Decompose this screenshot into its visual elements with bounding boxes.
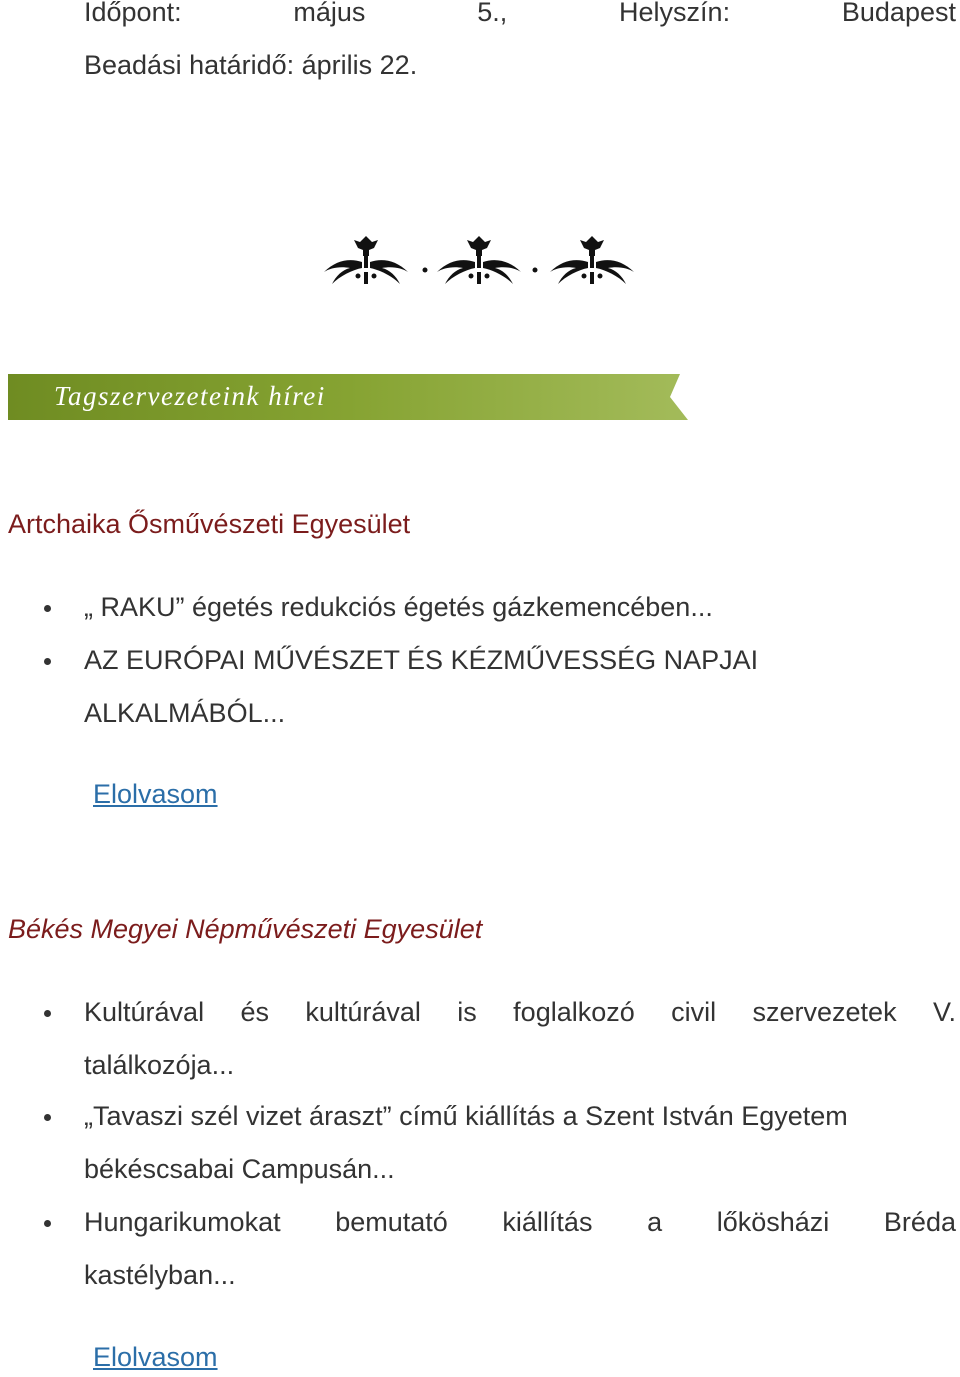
- banner-title: Tagszervezeteink hírei: [54, 381, 326, 411]
- news-item-text: és: [240, 997, 269, 1027]
- event-info-row: [84, 0, 956, 28]
- place-value: Budapest: [841, 0, 956, 27]
- bullet-icon: [44, 1114, 51, 1121]
- org-heading-bekes: Békés Megyei Népművészeti Egyesület: [8, 914, 483, 944]
- news-item-text: kultúrával: [305, 997, 421, 1027]
- place-label: Helyszín:: [619, 0, 731, 27]
- news-item: AZ EURÓPAI MŰVÉSZET ÉS KÉZMŰVESSÉG NAPJAI: [84, 645, 759, 675]
- time-value: május: [293, 0, 366, 27]
- news-item-text: a: [647, 1207, 663, 1237]
- bullet-icon: [44, 605, 51, 612]
- time-label: Időpont:: [84, 0, 182, 27]
- news-item-text: Hungarikumokat: [84, 1207, 281, 1237]
- news-item-continuation: békéscsabai Campusán...: [84, 1154, 395, 1184]
- news-item: „Tavaszi szél vizet áraszt” című kiállítás a Szent István Egyetem: [84, 1101, 848, 1131]
- news-item-text: Kultúrával: [84, 997, 205, 1027]
- org-heading-artchaika: Artchaika Ősművészeti Egyesület: [8, 509, 411, 539]
- news-item: „ RAKU” égetés redukciós égetés gázkemencében...: [84, 592, 713, 622]
- news-item-text: kiállítás: [502, 1207, 593, 1237]
- news-item-text: V.: [932, 997, 956, 1027]
- bullet-icon: [44, 658, 51, 665]
- read-more-link[interactable]: Elolvasom: [93, 779, 218, 809]
- news-item-text: lőkösházi: [716, 1207, 830, 1237]
- bullet-icon: [44, 1010, 51, 1017]
- news-item-continuation: ALKALMÁBÓL...: [84, 698, 286, 728]
- bullet-icon: [44, 1220, 51, 1227]
- news-item: [84, 1206, 956, 1238]
- news-item-text: civil: [671, 997, 717, 1027]
- news-item-text: is: [457, 997, 477, 1027]
- news-item: [84, 996, 956, 1028]
- day-value: 5.,: [477, 0, 508, 27]
- news-item-text: bemutató: [335, 1207, 448, 1237]
- news-item-text: Bréda: [883, 1207, 956, 1237]
- deadline-text: Beadási határidő: április 22.: [84, 50, 418, 80]
- read-more-link[interactable]: Elolvasom: [93, 1342, 218, 1372]
- news-item-text: foglalkozó: [513, 997, 635, 1027]
- news-item-continuation: kastélyban...: [84, 1260, 236, 1290]
- news-item-continuation: találkozója...: [84, 1050, 235, 1080]
- tulip-ornament-icon: [318, 232, 640, 294]
- news-item-text: szervezetek: [752, 997, 897, 1027]
- section-banner: [8, 372, 688, 422]
